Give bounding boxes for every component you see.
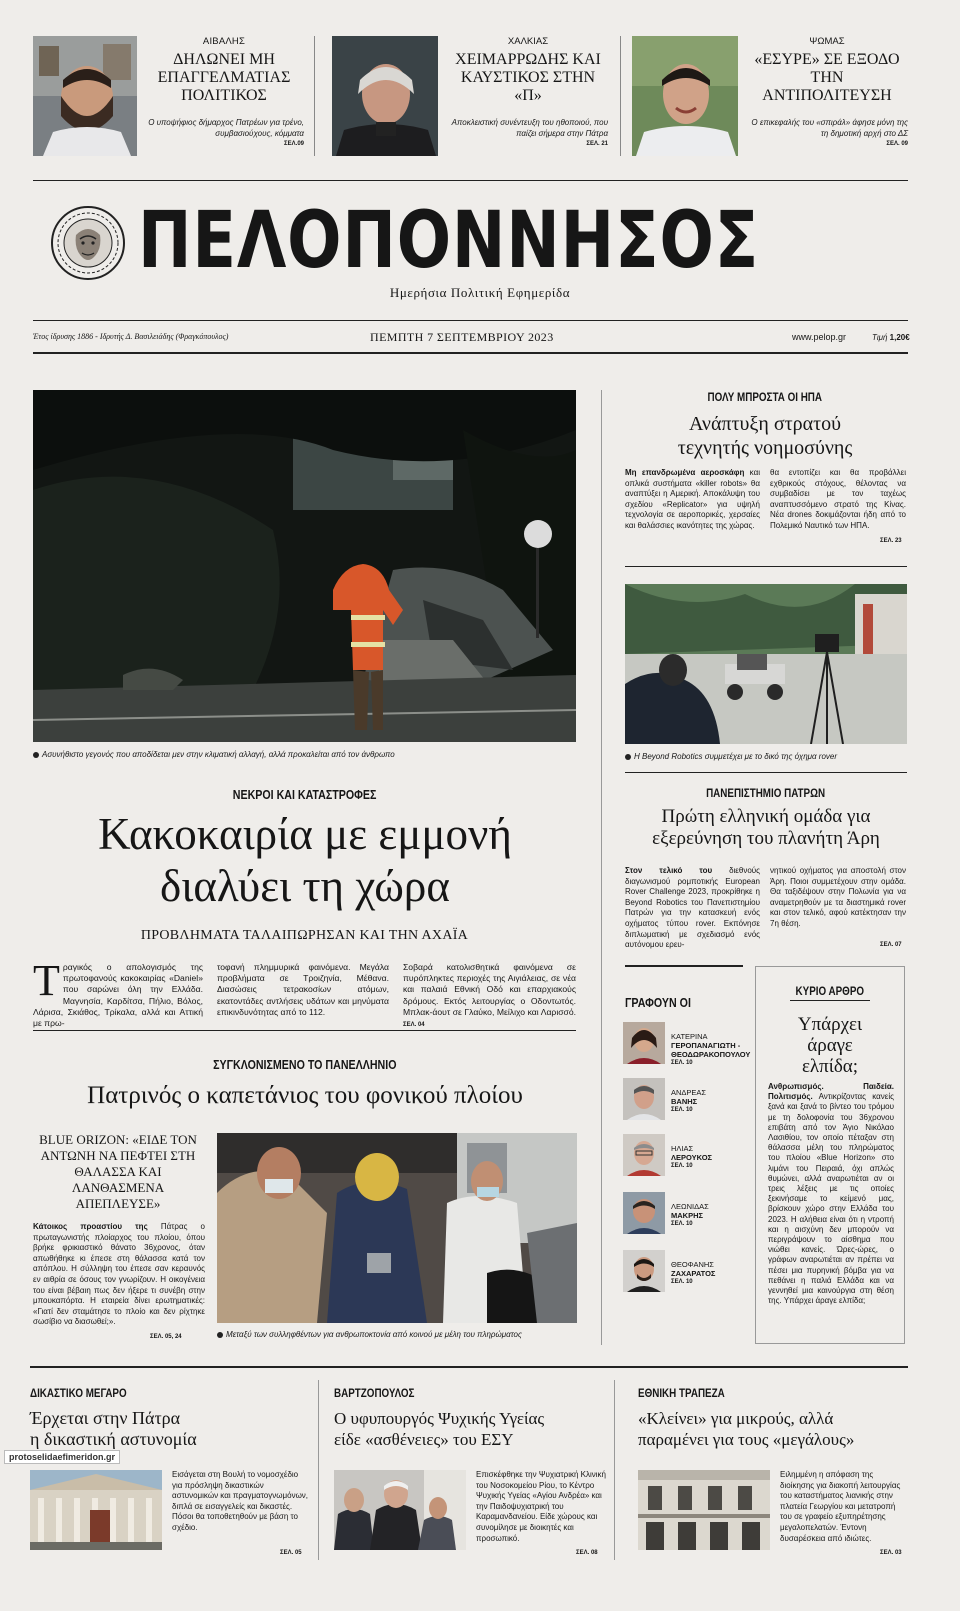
bottom-headline[interactable]: Ο υφυπουργός Ψυχικής Υγείας είδε «ασθένειες» του ΕΣΥ: [334, 1409, 545, 1449]
masthead-logo-icon: [50, 205, 126, 281]
caption-text: Μεταξύ των συλληφθέντων για ανθρωποκτονία από κοινού με μέλη του πληρώματος: [226, 1330, 522, 1339]
ship-headline[interactable]: Πατρινός ο καπετάνιος του φονικού πλοίου: [87, 1082, 523, 1109]
columnist-item[interactable]: ΛΕΩΝΙΔΑΣ ΜΑΚΡΗΣ ΣΕΛ. 10: [623, 1192, 743, 1238]
page-ref: ΣΕΛ. 21: [586, 141, 608, 147]
teaser-headline[interactable]: ΔΗΛΩΝΕΙ ΜΗ ΕΠΑΓΓΕΛΜΑΤΙΑΣ ΠΟΛΙΤΙΚΟΣ: [157, 51, 291, 104]
teaser-headline[interactable]: «ΕΣΥΡΕ» ΣΕ ΕΞΟΔΟ ΤΗΝ ΑΝΤΙΠΟΛΙΤΕΥΣΗ: [754, 51, 900, 104]
rover-photo-caption: [625, 752, 907, 761]
columnist-item[interactable]: ΘΕΟΦΑΝΗΣ ΖΑΧΑΡΑΤΟΣ ΣΕΛ. 10: [623, 1250, 743, 1296]
ship-kicker: ΣΥΓΚΛΟΝΙΣΜΕΝΟ ΤΟ ΠΑΝΕΛΛΗΝΙΟ: [212, 1057, 397, 1072]
lead-col1: Τ ραγικός ο απολογισμός της πρωτοφανούς κακοκαιρίας «Daniel» που σαρώνει όλη την Ελλάδα. Μαγνησία, Καρδίτσα, Πήλιο, Βόλος, Λάρισα, Σκιάθος, Τρίκαλα, αλλά και Αττική με πρω-: [33, 956, 203, 1029]
camera-icon: [625, 754, 631, 760]
usa-bottom-rule: [625, 566, 907, 567]
ship-quote: BLUE ORIZON: «ΕΙΔΕ ΤΟΝ ΑΝΤΩΝΗ ΝΑ ΠΕΦΤΕΙ ΣΤΗ ΘΑΛΑΣΣΑ ΚΑΙ ΛΑΝΘΑΣΜΕΝΑ ΑΠΕΠΛΕΥΣΕ»: [39, 1132, 197, 1211]
page-ref: ΣΕΛ.09: [284, 141, 304, 147]
rover-kicker: ΠΑΝΕΠΙΣΤΗΜΙΟ ΠΑΤΡΩΝ: [706, 786, 826, 800]
teaser-psomas[interactable]: [746, 36, 908, 147]
rover-photo: [625, 584, 907, 744]
columnists-heading: ΓΡΑΦΟΥΝ ΟΙ: [625, 995, 691, 1010]
bottom-text-health: Επισκέφθηκε την Ψυχιατρική Κλινική του Νοσοκομείου Ρίου, το Κέντρο Ψυχικής Υγείας «Αγίου Ανδρέα» και την Παιδοψυχιατρική του Καραμανδανείου. Είδε χώρους και συνομίλησε με διοικητές και προσωπικό.: [476, 1470, 607, 1543]
editorial-text: Ανθρωπισμός. Παιδεία. Πολιτισμός. Αντικρίζοντας κανείς ξανά και ξανά το βίντεο του τρόμου με τη δολοφονία του 36χρονου επιβάτη από τον Άγιο Νικόλαο Λασιθίου, τον οποίο πέταξαν στη θάλασσα μέλη του πληρώματος του πλοίου «Blue Horizon» στο λιμάνι του Πειραιά, όχι απλώς θυμώνει, αλλά αναρωτιέται αν οι τρεις λέξεις με τις οποίες ξεκινήσαμε το κείμενό μας, βρίσκουν χώρο στην Ελλάδα του 2023. Η αλήθεια είναι ότι η ντροπή και η αισχύνη δεν μπορούν να περιγράψουν το αίσθημα που νιώθει κανείς. Ώρες-ώρες, ο γράφων αναρωτιέται αν πρέπει να πέσει μια πυρηνική βόμβα για να πεθάνει η παλιά Ελλάδα και να γεννηθεί μια καινούργια στη θέση της. Υπάρχει άραγε ελπίδα;: [768, 1082, 894, 1306]
website-link[interactable]: www.pelop.gr: [792, 332, 847, 342]
masthead-rule-top: [33, 320, 908, 321]
bottom-kicker: ΕΘΝΙΚΗ ΤΡΑΠΕΖΑ: [638, 1386, 725, 1400]
rover-top-rule: [625, 772, 907, 773]
avatar: [623, 1250, 665, 1292]
teaser-photo-chalkias: [332, 36, 438, 156]
camera-icon: [217, 1332, 223, 1338]
columnist-item[interactable]: ΑΝΔΡΕΑΣ ΒΑΝΗΣ ΣΕΛ. 10: [623, 1078, 743, 1124]
page-ref: ΣΕΛ. 09: [886, 141, 908, 147]
issue-date: ΠΕΜΠΤΗ 7 ΣΕΠΤΕΜΒΡΙΟΥ 2023: [370, 330, 554, 344]
caption-text: Ασυνήθιστο γεγονός που αποδίδεται μεν στην κλιματική αλλαγή, αλλά προκαλείται από τον άνθρωπο: [42, 750, 395, 759]
teaser-text: Ο υποψήφιος δήμαρχος Πατρέων για τρένο, συμβασιούχους, κόμματα: [148, 118, 304, 138]
page-ref: ΣΕΛ. 03: [880, 1550, 902, 1556]
bottom-divider: [614, 1380, 615, 1560]
bottom-photo-bank: [638, 1470, 770, 1550]
price-box: [872, 333, 910, 342]
masthead-title[interactable]: ΠΕΛΟΠΟΝΝΗΣΟΣ: [138, 196, 760, 286]
column-divider: [601, 390, 602, 1345]
lead-kicker: ΝΕΚΡΟΙ ΚΑΙ ΚΑΤΑΣΤΡΟΦΕΣ: [232, 787, 377, 802]
avatar: [623, 1192, 665, 1234]
lead-headline-line2[interactable]: διαλύει τη χώρα: [160, 861, 450, 911]
bottom-divider: [318, 1380, 319, 1560]
page-ref: ΣΕΛ. 07: [880, 942, 902, 948]
lead-col2: τοφανή πλημμυρικά φαινόμενα. Μεγάλα προβλήματα σε Τροιζηνία, Μέθανα. Διασώσεις τετρακοσίων ατόμων, εκατοντάδες αντλήσεις υδάτων και μηνύματα επικινδυνότητας από το 112.: [217, 962, 389, 1017]
ship-photo-caption: [217, 1330, 577, 1339]
caption-text: Η Beyond Robotics συμμετέχει με το δικό της όχημα rover: [634, 752, 838, 761]
page-ref: ΣΕΛ. 23: [880, 538, 902, 544]
teaser-text: Ο επικεφαλής του «σπιράλ» άφησε μόνη της τη δημοτική αρχή στο ΔΣ: [751, 118, 908, 138]
bottom-headline[interactable]: «Κλείνει» για μικρούς, αλλά παραμένει για τους «μεγάλους»: [638, 1409, 855, 1449]
bottom-story-court[interactable]: [30, 1384, 310, 1450]
lead-headline-line1[interactable]: Κακοκαιρία με εμμονή: [98, 809, 512, 859]
lead-headline[interactable]: [20, 808, 590, 912]
bottom-photo-health: [334, 1470, 466, 1550]
page-ref: ΣΕΛ. 05: [280, 1550, 302, 1556]
camera-icon: [33, 752, 39, 758]
columnist-item[interactable]: ΗΛΙΑΣ ΛΕΡΟΥΚΟΣ ΣΕΛ. 10: [623, 1134, 743, 1180]
founded-line: Έτος ίδρυσης 1886 - Ιδρυτής Δ. Βασιλειάδης (Φραγκόπουλος): [33, 332, 229, 341]
watermark-label: protoselidaefimeridon.gr: [4, 1450, 120, 1464]
usa-col1: Μη επανδρωμένα αεροσκάφη και οπλικά συστήματα «killer robots» θα αναπτύξει η Αμερική. Αποκάλυψη του σχεδίου «Replicator» για υψηλή τεχνολογία σε αεροπορικές, χερσαίες και θαλάσσιες ικανότητες της χώρας.: [625, 468, 760, 530]
page-ref: ΣΕΛ. 04: [403, 1022, 425, 1029]
bottom-section-rule: [30, 1366, 908, 1368]
rover-col1: Στον τελικό του διεθνούς διαγωνισμού ρομποτικής European Rover Challenge 2023, προκρίθηκε η Beyond Robotics του Πανεπιστημίου Πατρών για την κατασκευή ενός οχήματος τύπου rover. Εκπόνησε διπλωματική με σχεδιασμό ενός αυτόνομου ερευ-: [625, 866, 760, 950]
teaser-aivalis[interactable]: [144, 36, 304, 147]
lead-photo-flood: [33, 390, 576, 742]
editorial-headline[interactable]: Υπάρχει άραγε ελπίδα;: [797, 1014, 863, 1077]
rover-headline[interactable]: Πρώτη ελληνική ομάδα για εξερεύνηση του πλανήτη Άρη: [652, 806, 880, 849]
teaser-label: ΨΩΜΑΣ: [809, 36, 845, 47]
usa-kicker: ΠΟΛΥ ΜΠΡΟΣΤΑ ΟΙ ΗΠΑ: [707, 390, 823, 404]
dropcap: Τ: [33, 956, 60, 1005]
lead-bottom-rule: [33, 1030, 576, 1031]
teaser-divider: [314, 36, 315, 156]
avatar: [623, 1078, 665, 1120]
bottom-photo-court: [30, 1470, 162, 1550]
rover-col2: νητικού οχήματος για αποστολή στον Άρη. Ποιοι συμμετέχουν στην ομάδα. Θα ταξιδέψουν στην Πολωνία για να αναμετρηθούν με τα διαστημικά rover και στον τελικό, αφού κατέκτησαν την 7η θέση.: [770, 866, 906, 928]
teaser-text: Αποκλειστική συνέντευξη του ηθοποιού, που παίζει σήμερα στην Πάτρα: [451, 118, 608, 138]
editorial-kicker-rule: [790, 1000, 870, 1001]
usa-headline[interactable]: Ανάπτυξη στρατού τεχνητής νοημοσύνης: [677, 413, 853, 459]
ship-photo-arrest: [217, 1133, 577, 1323]
bottom-headline[interactable]: Έρχεται στην Πάτρα η δικαστική αστυνομία: [30, 1408, 197, 1449]
lead-photo-caption: [33, 750, 576, 759]
price-label: Τιμή: [872, 333, 888, 342]
teaser-photo-psomas: [632, 36, 738, 156]
bottom-story-health[interactable]: [334, 1384, 606, 1450]
teaser-chalkias[interactable]: [448, 36, 608, 147]
bottom-kicker: ΒΑΡΤΖΟΠΟΥΛΟΣ: [334, 1386, 415, 1400]
masthead-rule-bottom: [33, 352, 908, 354]
teaser-divider: [620, 36, 621, 156]
avatar: [623, 1134, 665, 1176]
usa-col2: θα εντοπίζει και θα προβάλλει εχθρικούς στόχους, θέλοντας να συμβαδίσει με τον ταχέως αναπτυσσόμενο στρατό της Κίνας. Νέα drones δοκιμάζονται ήδη από το Πολεμικό Ναυτικό των ΗΠΑ.: [770, 468, 906, 530]
teaser-bottom-rule: [33, 180, 908, 181]
page-ref: ΣΕΛ. 05, 24: [150, 1334, 182, 1340]
teaser-label: ΧΑΛΚΙΑΣ: [507, 36, 549, 47]
teaser-photo-aivalis: [33, 36, 137, 156]
rover-bottom-rule: [625, 965, 743, 967]
teaser-label: ΑΙΒΑΛΗΣ: [202, 36, 246, 47]
bottom-text-court: Εισάγεται στη Βουλή το νομοσχέδιο για πρόσληψη δικαστικών αστυνομικών και πραγματογνωμόνων, διπλά σε εισαγγελείς και δικαστές. Πόσοι θα τοποθετηθούν με βάση το σχέδιο.: [172, 1470, 309, 1532]
masthead-subtitle: Ημερήσια Πολιτική Εφημερίδα: [389, 285, 571, 300]
teaser-headline[interactable]: ΧΕΙΜΑΡΡΩΔΗΣ ΚΑΙ ΚΑΥΣΤΙΚΟΣ ΣΤΗΝ «Π»: [455, 51, 601, 104]
editorial-kicker: ΚΥΡΙΟ ΑΡΘΡΟ: [795, 984, 865, 998]
bottom-story-bank[interactable]: [638, 1384, 910, 1450]
page-ref: ΣΕΛ. 08: [576, 1550, 598, 1556]
bottom-text-bank: Ειλημμένη η απόφαση της διοίκησης για διακοπή λειτουργίας του καταστήματος λιανικής στην πλατεία Γεωργίου και μετατροπή του σε γραφείο εξυπηρέτησης μεγαλοπελατών. Έντονη δυσαρέσκεια από ιδιώτες.: [780, 1470, 901, 1543]
price-value: 1,20€: [889, 333, 910, 342]
columnist-item[interactable]: ΚΑΤΕΡΙΝΑ ΓΕΡΟΠΑΝΑΓΙΩΤΗ - ΘΕΟΔΩΡΑΚΟΠΟΥΛΟΥ ΣΕΛ. 10: [623, 1022, 743, 1068]
lead-col3: Σοβαρά κατολισθητικά φαινόμενα σε πυρόπληκτες περιοχές της Αιγιάλειας, σε νέα και παλαιά Εθνική Οδό και επαρχιακούς δρόμους. Εκτός λειτουργίας ο Οδοντωτός. Μπλακ-άουτ σε Γλαύκο, Μείλιχο και Λαρισσό. ΣΕΛ. 04: [403, 962, 576, 1029]
ship-text: Κάτοικος προαστίου της Πάτρας ο πρωταγωνιστής πλοίαρχος του πλοίου, όπου βρήκε φρικιαστικό θάνατο 36χρονος, όταν απωθήθηκε κι έπεσε στη θάλασσα κατά τον απόπλου. Η σύλληψη του έπεσε σαν κεραυνός εν αιθρία σε όσους τον γνωρίζουν. Η οικογένεια του είναι βέβαιη πως δεν ήξερε τι συνέβη στην μπουκαπόρτα. Η εταιρεία δίνει ερωτηματικές: «Γιατί δεν σταμάτησε το πλοίο και δεν ρίχτηκε σωσίβιο να διασωθεί;».: [33, 1222, 205, 1327]
lead-subhead: ΠΡΟΒΛΗΜΑΤΑ ΤΑΛΑΙΠΩΡΗΣΑΝ ΚΑΙ ΤΗΝ ΑΧΑΪΑ: [140, 928, 469, 943]
bottom-kicker: ΔΙΚΑΣΤΙΚΟ ΜΕΓΑΡΟ: [30, 1386, 127, 1400]
avatar: [623, 1022, 665, 1064]
